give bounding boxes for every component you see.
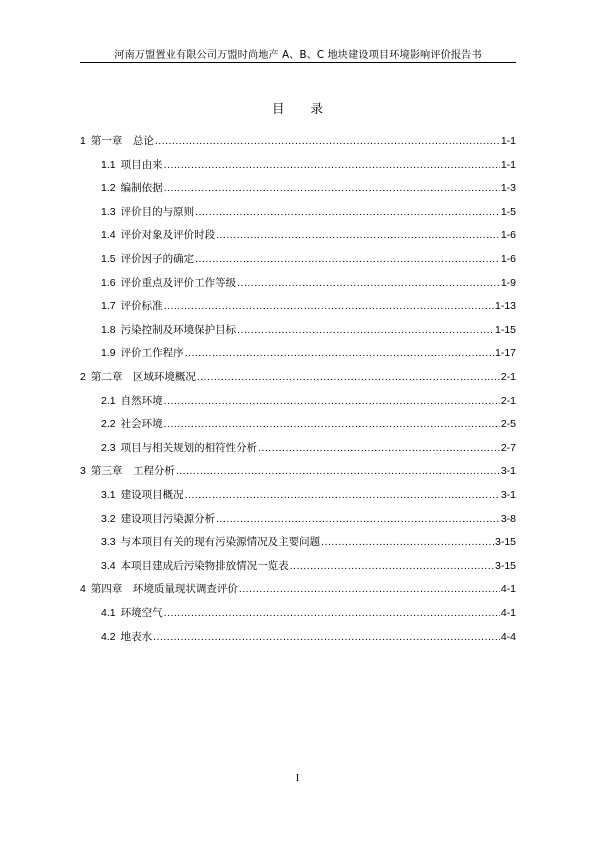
toc-dot-leader: [164, 606, 500, 620]
toc-entry[interactable]: [80, 464, 516, 478]
toc-entry-page: 1-3: [500, 182, 516, 195]
toc-dot-leader: [321, 535, 494, 549]
toc-entry-number: 1: [80, 135, 86, 147]
toc-dot-leader: [153, 630, 500, 644]
toc-entry[interactable]: [101, 606, 516, 620]
toc-entry-number: 2: [80, 371, 86, 383]
toc-entry[interactable]: [101, 228, 516, 242]
toc-entry-page: 3-1: [500, 465, 516, 478]
toc-entry-page: 2-1: [500, 371, 516, 383]
toc-entry[interactable]: [101, 346, 516, 360]
toc-entry-number: 1.3: [101, 205, 116, 218]
toc-entry-page: 3-15: [494, 559, 516, 572]
toc-entry-page: 1-9: [500, 276, 516, 289]
toc-entry-title: 本项目建成后污染物排放情况一览表: [120, 559, 289, 572]
toc-entry-number: 4: [80, 583, 86, 596]
toc-dot-leader: [197, 370, 500, 384]
toc-entry[interactable]: [101, 535, 516, 549]
toc-dot-leader: [155, 134, 500, 148]
toc-entry[interactable]: [101, 394, 516, 408]
toc-entry-title: 第二章 区域环境概况: [90, 371, 196, 383]
toc-entry-page: 1-1: [500, 135, 516, 147]
toc-entry-number: 4.1: [101, 607, 116, 619]
toc-entry[interactable]: [101, 299, 516, 313]
toc-dot-leader: [216, 512, 500, 526]
toc-entry-number: 1.1: [101, 158, 116, 171]
toc-entry-number: 3.1: [101, 489, 116, 501]
toc-entry-title: 污染控制及环境保护目标: [120, 323, 237, 336]
toc-entry-number: 3.3: [101, 536, 116, 549]
toc-entry[interactable]: [101, 276, 516, 290]
toc-entry-page: 1-6: [500, 253, 516, 265]
toc-entry[interactable]: [101, 488, 516, 502]
toc-entry[interactable]: [101, 158, 516, 172]
toc-entry-title: 自然环境: [120, 394, 163, 407]
toc-entry-number: 4.2: [101, 630, 116, 643]
toc-entry-title: 项目与相关规划的相符性分析: [120, 441, 258, 454]
toc-dot-leader: [239, 582, 500, 596]
toc-entry-title: 编制依据: [120, 182, 163, 195]
toc-entry-page: 4-4: [500, 630, 516, 643]
toc-entry-title: 第一章 总论: [90, 135, 154, 147]
toc-dot-leader: [164, 181, 500, 195]
toc-entry-number: 1.2: [101, 182, 116, 195]
toc-entry-page: 1-6: [500, 229, 516, 242]
toc-entry-number: 1.9: [101, 347, 116, 360]
page-number: I: [295, 773, 300, 784]
toc-dot-leader: [164, 417, 500, 431]
toc-entry-title: 社会环境: [120, 418, 163, 431]
toc-entry-title: 第三章 工程分析: [90, 465, 175, 478]
toc-entry-number: 3.2: [101, 512, 116, 525]
toc-entry[interactable]: [101, 205, 516, 219]
toc-entry-title: 项目由来: [120, 158, 163, 171]
toc-entry-page: 1-13: [494, 300, 516, 313]
toc-entry-number: 1.4: [101, 229, 116, 242]
toc-dot-leader: [164, 158, 500, 172]
toc-dot-leader: [185, 488, 500, 502]
toc-entry-title: 环境空气: [120, 607, 163, 619]
toc-dot-leader: [164, 299, 494, 313]
toc-entry-title: 建设项目概况: [120, 489, 184, 501]
toc-entry-page: 2-7: [500, 441, 516, 454]
toc-entry[interactable]: [101, 181, 516, 195]
toc-entry-title: 评价重点及评价工作等级: [120, 276, 237, 289]
toc-entry[interactable]: [101, 323, 516, 337]
toc-entry-number: 3.4: [101, 559, 116, 572]
toc-entry-number: 2.1: [101, 394, 116, 407]
toc-entry-page: 1-17: [494, 347, 516, 360]
toc-entry-title: 地表水: [120, 630, 153, 643]
toc-entry-number: 3: [80, 465, 86, 478]
toc-dot-leader: [237, 323, 494, 337]
toc-entry-title: 与本项目有关的现有污染源情况及主要问题: [120, 536, 321, 549]
toc-entry[interactable]: [101, 441, 516, 455]
toc-entry-title: 评价标准: [120, 300, 163, 313]
toc-entry-page: 3-1: [500, 489, 516, 501]
toc-entry[interactable]: [80, 582, 516, 596]
toc-entry-title: 评价对象及评价时段: [120, 229, 216, 242]
toc-entry-title: 评价因子的确定: [120, 253, 195, 265]
toc-entry-page: 1-5: [500, 205, 516, 218]
toc-entry-number: 1.7: [101, 300, 116, 313]
toc-entry-page: 3-8: [500, 512, 516, 525]
toc-entry-page: 4-1: [500, 583, 516, 596]
toc-dot-leader: [185, 346, 494, 360]
toc-entry-number: 1.8: [101, 323, 116, 336]
toc-entry-page: 1-1: [500, 158, 516, 171]
toc-dot-leader: [290, 559, 494, 573]
toc-entry-title: 评价工作程序: [120, 347, 184, 360]
toc-entry-number: 1.5: [101, 253, 116, 265]
toc-entry[interactable]: [101, 630, 516, 644]
toc-entry[interactable]: [80, 134, 516, 148]
toc-entry[interactable]: [101, 559, 516, 573]
toc-dot-leader: [258, 441, 500, 455]
toc-heading: 目录: [271, 101, 349, 116]
toc-entry[interactable]: [80, 370, 516, 384]
toc-entry-number: 2.2: [101, 418, 116, 431]
toc-entry-page: 1-15: [494, 323, 516, 336]
toc-dot-leader: [237, 276, 500, 290]
toc-entry[interactable]: [101, 417, 516, 431]
toc-dot-leader: [176, 464, 500, 478]
toc-entry-title: 建设项目污染源分析: [120, 512, 216, 525]
running-header: 河南万盟置业有限公司万盟时尚地产 A、B、C 地块建设项目环境影响评价报告书: [114, 50, 482, 61]
toc-dot-leader: [216, 228, 500, 242]
toc-entry-number: 2.3: [101, 441, 116, 454]
toc-entry-page: 4-1: [500, 607, 516, 619]
toc-entry[interactable]: [101, 512, 516, 526]
toc-dot-leader: [195, 205, 500, 219]
toc-entry-number: 1.6: [101, 276, 116, 289]
toc-dot-leader: [164, 394, 500, 408]
toc-dot-leader: [195, 252, 500, 266]
toc-entry-title: 评价目的与原则: [120, 205, 195, 218]
toc-entry-page: 2-5: [500, 418, 516, 431]
toc-entry-page: 3-15: [494, 536, 516, 549]
toc-entry[interactable]: [101, 252, 516, 266]
toc-entry-title: 第四章 环境质量现状调查评价: [90, 583, 238, 596]
toc-entry-page: 2-1: [500, 394, 516, 407]
